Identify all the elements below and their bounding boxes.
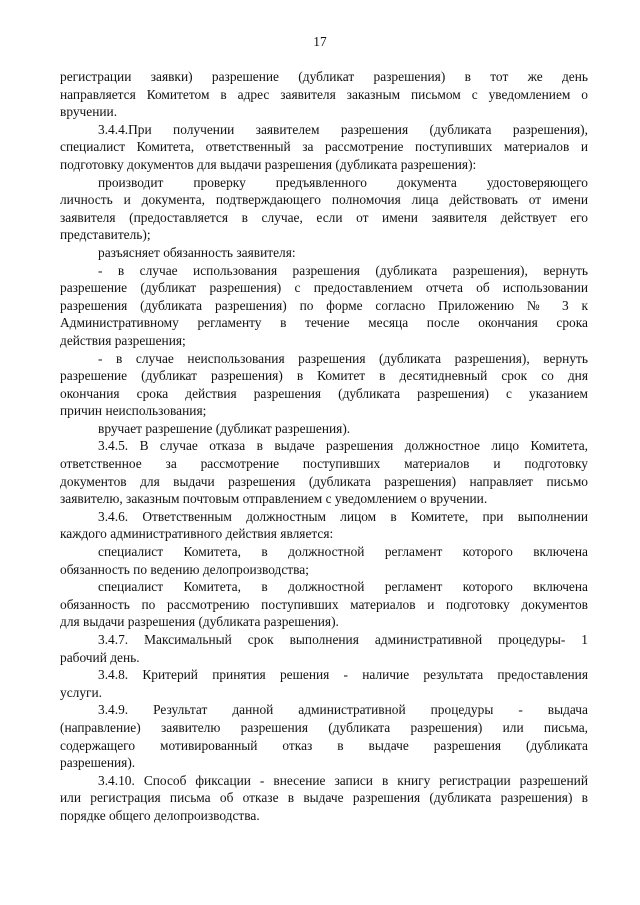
text-line: личность и документа, подтверждающего полномочия лица действовать от имени — [60, 192, 588, 208]
text-line: специалист Комитета, в должностной регламент которого включена — [98, 579, 588, 595]
text-line: вручает разрешение (дубликат разрешения). — [98, 420, 351, 436]
text-line: разрешение (дубликат разрешения) с предоставлением отчета об использовании — [60, 280, 588, 296]
text-line: (направление) заявителю разрешения (дубликата разрешения) или письма, — [60, 719, 588, 735]
text-line: разрешения). — [60, 755, 136, 771]
text-line: причин неиспользования; — [60, 403, 207, 419]
text-line: заявителя (предоставляется в случае, если от имени заявителя действует его — [60, 209, 588, 225]
text-line: для выдачи разрешения (дубликата разрешения). — [60, 614, 339, 630]
text-line: разрешения (дубликата разрешения) по форме согласно Приложению № 3 к — [60, 297, 588, 313]
text-line: специалист Комитета, в должностной регламент которого включена — [98, 544, 588, 560]
text-line: - в случае использования разрешения (дубликата разрешения), вернуть — [98, 262, 588, 278]
text-line: заявителю, заказным почтовым отправлением с уведомлением о вручении. — [60, 491, 488, 507]
text-line: специалист Комитета, ответственный за рассмотрение поступивших материалов и — [60, 139, 588, 155]
text-line: вручении. — [60, 104, 118, 120]
text-line: разрешение (дубликат разрешения) в Комитет в десятидневный срок со дня — [60, 368, 588, 384]
text-line: 3.4.5. В случае отказа в выдаче разрешения должностное лицо Комитета, — [98, 438, 588, 454]
text-line: разъясняет обязанность заявителя: — [98, 244, 296, 260]
text-line: каждого административного действия является: — [60, 526, 334, 542]
text-line: регистрации заявки) разрешение (дубликат разрешения) в тот же день — [60, 69, 588, 84]
text-line: окончания срока действия разрешения (дубликата разрешения) с указанием — [60, 385, 588, 401]
text-line: производит проверку предъявленного документа удостоверяющего — [98, 174, 588, 190]
text-line: 3.4.6. Ответственным должностным лицом в Комитете, при выполнении — [98, 508, 588, 524]
text-line: подготовку документов для выдачи разрешения (дубликата разрешения): — [60, 156, 477, 172]
page-number: 17 — [313, 34, 327, 49]
text-line: направляется Комитетом в адрес заявителя заказным письмом с уведомлением о — [60, 86, 588, 102]
text-line: обязанность по ведению делопроизводства; — [60, 561, 309, 577]
text-line: или регистрация письма об отказе в выдаче разрешения (дубликата разрешения) в — [60, 790, 588, 806]
text-line: услуги. — [60, 684, 103, 700]
text-line: 3.4.10. Способ фиксации - внесение записи в книгу регистрации разрешений — [98, 772, 588, 788]
text-line: действия разрешения; — [60, 332, 186, 348]
text-line: ответственное за рассмотрение поступивших материалов и подготовку — [60, 456, 588, 472]
text-line: порядке общего делопроизводства. — [60, 807, 260, 823]
text-line: - в случае неиспользования разрешения (дубликата разрешения), вернуть — [98, 350, 588, 366]
text-line: документов для выдачи разрешения (дубликата разрешения) направляет письмо — [60, 473, 588, 489]
text-line: 3.4.8. Критерий принятия решения - наличие результата предоставления — [98, 667, 588, 683]
text-line: Административному регламенту в течение месяца после окончания срока — [60, 315, 588, 331]
text-line: 3.4.4.При получении заявителем разрешения (дубликата разрешения), — [98, 121, 588, 137]
text-line: 3.4.9. Результат данной административной процедуры - выдача — [98, 702, 588, 718]
text-line: 3.4.7. Максимальный срок выполнения административной процедуры- 1 — [98, 632, 588, 647]
document-body — [60, 68, 588, 825]
text-line: представитель); — [60, 227, 151, 243]
text-line: рабочий день. — [60, 649, 140, 665]
text-line: содержащего мотивированный отказ в выдаче разрешения (дубликата — [60, 737, 588, 753]
text-line: обязанность по рассмотрению поступивших материалов и подготовку документов — [60, 596, 588, 612]
